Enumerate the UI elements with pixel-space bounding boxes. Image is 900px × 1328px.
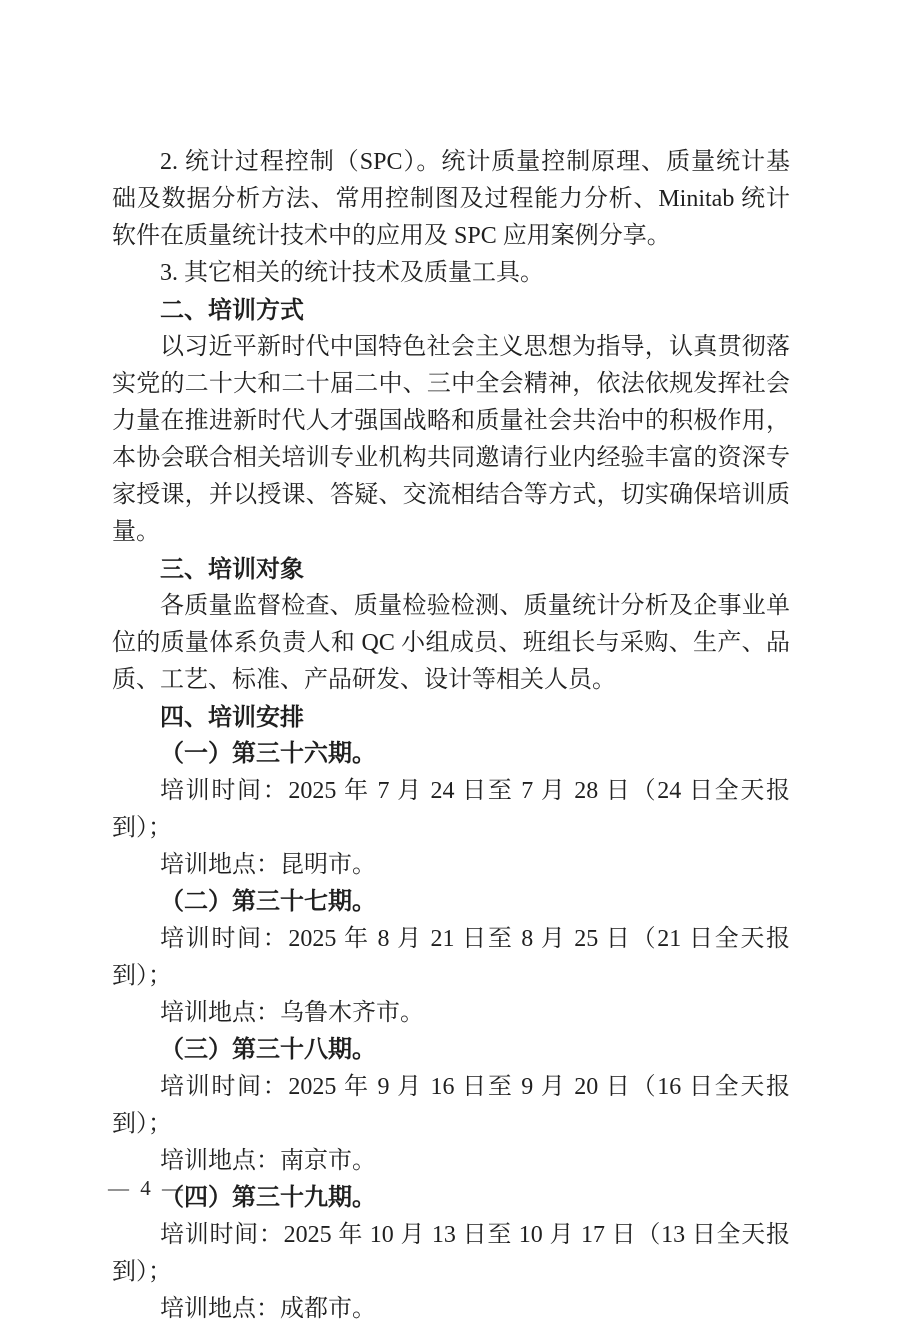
section-heading-method: 二、培训方式 <box>160 297 304 324</box>
section-heading-audience: 三、培训对象 <box>160 556 304 583</box>
paragraph-method: 以习近平新时代中国特色社会主义思想为指导，认真贯彻落实党的二十大和二十届二中、三中全会精神，依法依规发挥社会力量在推进新时代人才强国战略和质量社会共治中的积极作用，本协会联合相关培训专业机构共同邀请行业内经验丰富的资深专家授课，并以授课、答疑、交流相结合等方式，切实确保培训质量。 <box>112 334 790 545</box>
session-39-location: 培训地点：成都市。 <box>160 1296 376 1322</box>
session-heading-38: （三）第三十八期。 <box>160 1037 376 1063</box>
session-37-location: 培训地点：乌鲁木齐市。 <box>160 1000 424 1026</box>
section-heading-schedule: 四、培训安排 <box>160 704 304 731</box>
session-38-location: 培训地点：南京市。 <box>160 1148 376 1174</box>
document-body <box>112 144 790 1328</box>
session-heading-39: （四）第三十九期。 <box>160 1185 376 1211</box>
paragraph-other-tools: 3. 其它相关的统计技术及质量工具。 <box>160 260 544 286</box>
session-38-time: 培训时间：2025 年 9 月 16 日至 9 月 20 日（16 日全天报到）； <box>112 1074 790 1137</box>
session-heading-36: （一）第三十六期。 <box>160 741 376 767</box>
session-heading-37: （二）第三十七期。 <box>160 889 376 915</box>
session-39-time: 培训时间：2025 年 10 月 13 日至 10 月 17 日（13 日全天报到）； <box>112 1222 790 1285</box>
session-37-time: 培训时间：2025 年 8 月 21 日至 8 月 25 日（21 日全天报到）； <box>112 926 790 989</box>
paragraph-audience: 各质量监督检查、质量检验检测、质量统计分析及企事业单位的质量体系负责人和 QC 小组成员、班组长与采购、生产、品质、工艺、标准、产品研发、设计等相关人员。 <box>112 593 790 693</box>
session-36-time: 培训时间：2025 年 7 月 24 日至 7 月 28 日（24 日全天报到）； <box>112 778 790 841</box>
paragraph-spc: 2. 统计过程控制（SPC）。统计质量控制原理、质量统计基础及数据分析方法、常用控制图及过程能力分析、Minitab 统计软件在质量统计技术中的应用及 SPC 应用案例分享。 <box>112 149 790 249</box>
session-36-location: 培训地点：昆明市。 <box>160 852 376 878</box>
page-number: — 4 — <box>108 1176 186 1200</box>
